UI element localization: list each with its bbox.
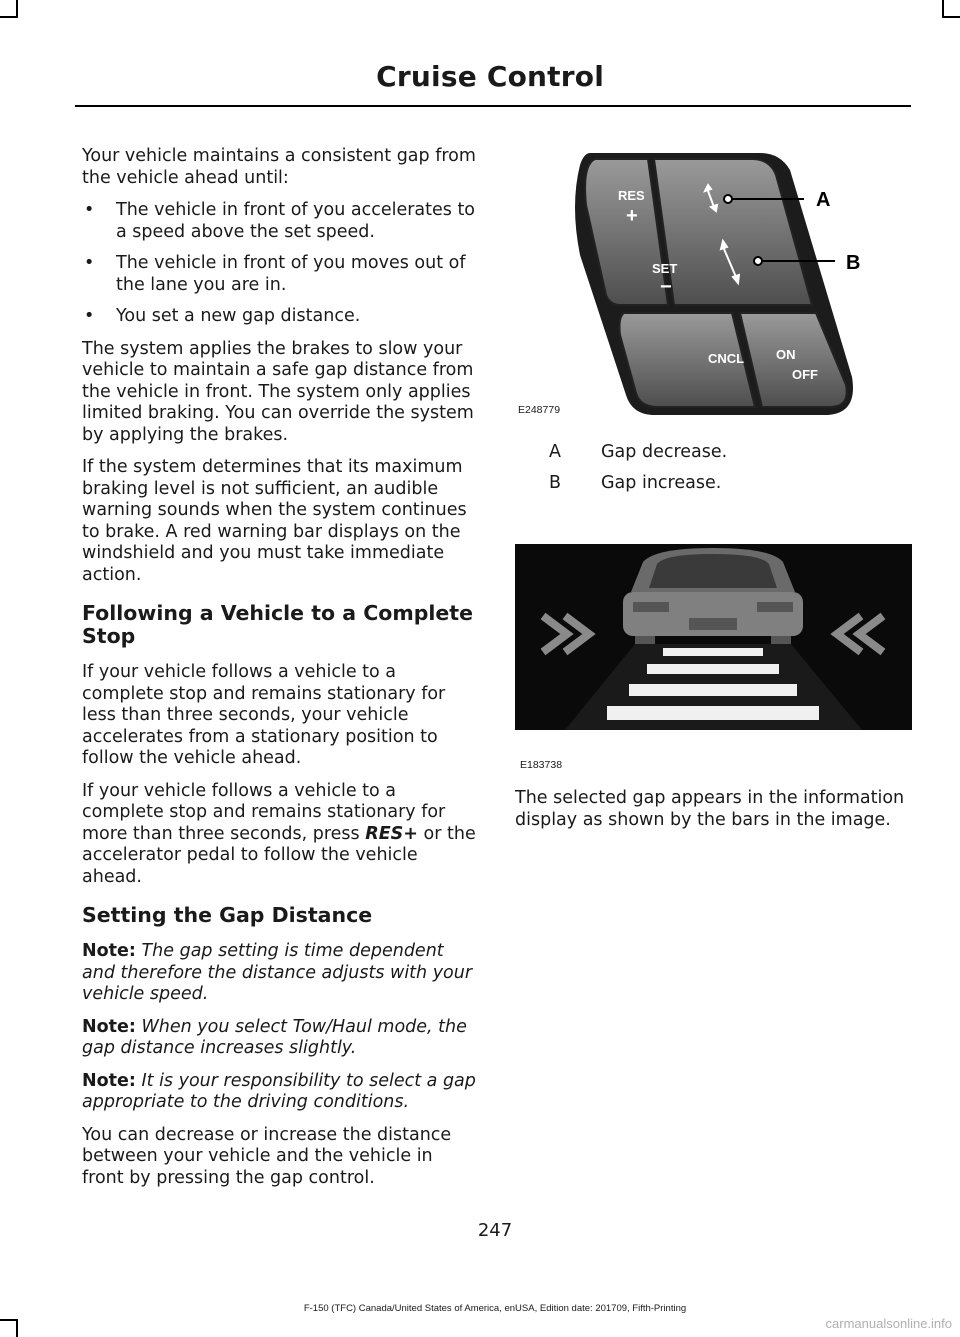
list-item [82,253,477,296]
warning-paragraph: If the system determines that its maximum braking level is not sufficient, an audible warning sounds when the system continues to brake. A red warning bar displays on the windshield and you must take immediate action. [82,457,467,585]
note-label: Note: [82,1070,136,1091]
display-caption: The selected gap appears in the information display as shown by the bars in the image. [515,788,905,830]
plus-icon: + [626,205,638,227]
steering-controls-figure [540,145,880,420]
note-text: It is your responsibility to select a gap appropriate to the driving conditions. [82,1070,476,1112]
watermark: carmanualsonline.info [825,1316,952,1331]
bullet-list [82,200,477,328]
gap-control-paragraph: You can decrease or increase the distance between your vehicle and the vehicle in front by pressing the gap control. [82,1124,452,1188]
edition-info: F-150 (TFC) Canada/United States of America, enUSA, Edition date: 201709, Fifth-Printing [303,1303,687,1314]
legend-text: Gap increase. [601,473,722,493]
bullet-icon: • [84,306,95,326]
intro-paragraph: Your vehicle maintains a consistent gap from the vehicle ahead until: [82,146,476,188]
callout-a-dot [724,195,732,203]
stop-paragraph-2-text: If your vehicle follows a vehicle to a complete stop and remains stationary for more than three seconds, press [82,780,446,844]
note-1 [82,941,477,1006]
page-title: Cruise Control [376,60,604,93]
callout-b-dot [754,257,762,265]
res-label: RES [618,188,645,203]
figure-code-display: E183738 [520,759,563,771]
list-item-text: The vehicle in front of you accelerates to a speed above the set speed. [116,200,476,242]
note-text: The gap setting is time dependent and therefore the distance adjusts with your vehicle speed. [82,941,473,1004]
gap-bar [663,648,763,656]
note-label: Note: [82,1016,136,1037]
brakes-paragraph: The system applies the brakes to slow your vehicle to maintain a safe gap distance from the vehicle in front. The system only applies limited braking. You can override the system by applying the brakes. [82,338,474,445]
note-3 [82,1071,477,1114]
list-item-text: You set a new gap distance. [116,306,361,326]
set-label: SET [652,261,678,276]
res-plus-key: RES+ [365,823,418,844]
stop-paragraph-2 [82,781,477,889]
on-label: ON [776,347,796,362]
legend-key: A [549,442,561,462]
list-item [82,306,477,328]
callout-a-label: A [816,189,831,211]
legend-row-a [549,442,727,462]
list-item-text: The vehicle in front of you moves out of the lane you are in. [116,253,466,295]
callout-b-label: B [846,252,861,274]
note-label: Note: [82,941,136,961]
bullet-icon: • [84,253,95,273]
list-item [82,200,477,243]
gap-bar [629,684,797,696]
crop-mark [16,0,18,18]
gap-bar [647,664,779,674]
bullet-icon: • [84,200,95,220]
note-2 [82,1017,477,1060]
left-column [82,146,477,1200]
figure-code-controls: E248779 [518,404,561,416]
gap-bar [607,706,819,720]
gap-display-figure [515,544,912,730]
stop-paragraph-2-text-end: or the accelerator pedal to follow the vehicle ahead. [82,823,476,887]
page-number: 247 [477,1220,513,1241]
minus-icon: − [660,276,672,298]
legend-row-b [549,473,721,493]
cncl-label: CNCL [708,351,745,366]
legend-key: B [549,473,562,493]
section-heading-gap-distance: Setting the Gap Distance [82,903,373,927]
off-label: OFF [792,367,818,382]
stop-paragraph-1: If your vehicle follows a vehicle to a complete stop and remains stationary for less than three seconds, your vehicle accelerates from a stationary position to follow the vehicle ahead. [82,662,446,768]
note-text: When you select Tow/Haul mode, the gap distance increases slightly. [82,1016,467,1058]
crop-mark [16,1319,18,1337]
crop-mark [942,0,944,18]
lead-vehicle-icon [623,548,803,646]
header-rule [75,105,911,107]
section-heading-complete-stop: Following a Vehicle to a Complete Stop [82,601,474,648]
crop-mark [942,16,960,18]
legend-text: Gap decrease. [601,442,728,462]
